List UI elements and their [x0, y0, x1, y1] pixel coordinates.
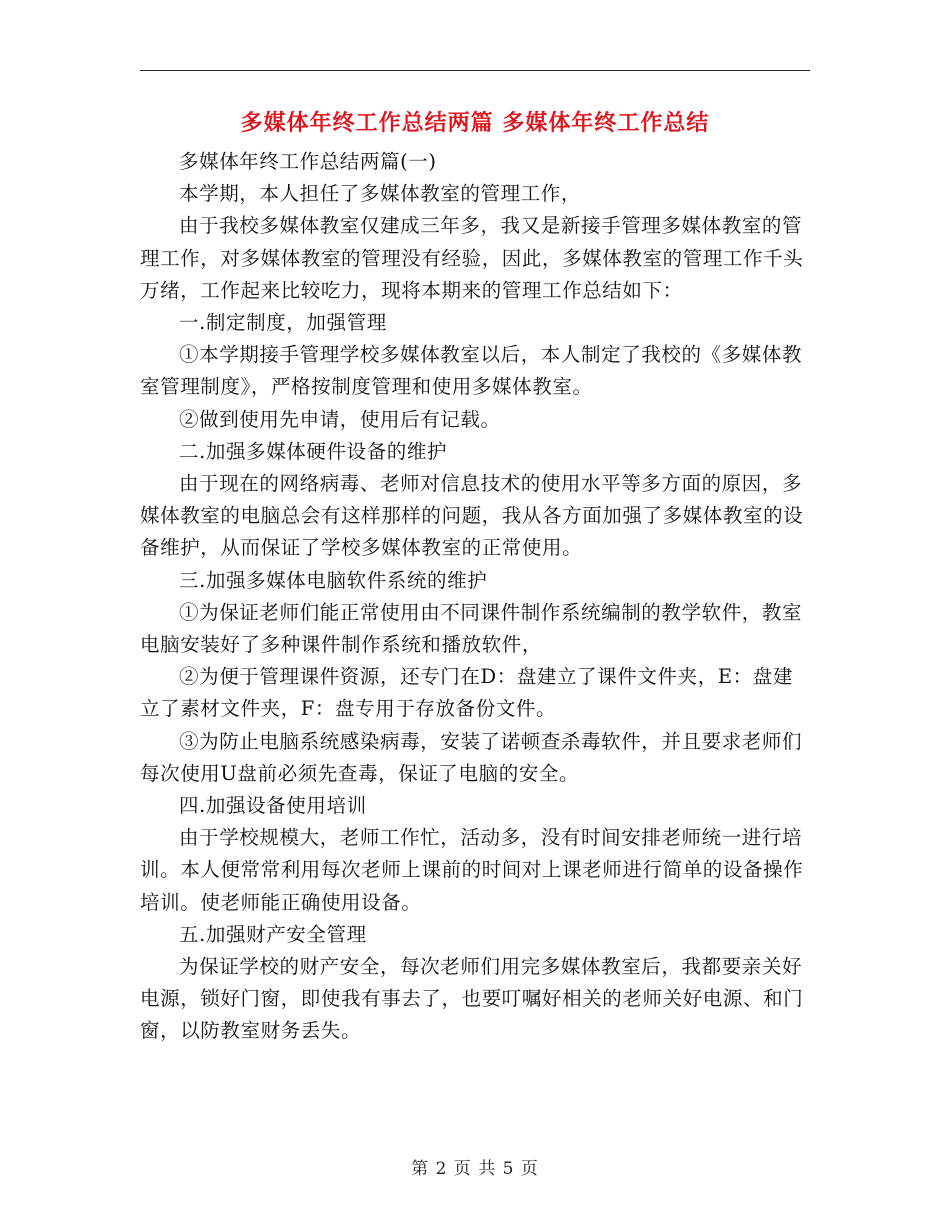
page-number: 第 2 页 共 5 页	[411, 1159, 539, 1179]
section-heading: 二.加强多媒体硬件设备的维护	[179, 439, 448, 463]
document-body	[140, 146, 810, 1048]
document-title: 多媒体年终工作总结两篇 多媒体年终工作总结	[240, 110, 710, 136]
paragraph: 由于我校多媒体教室仅建成三年多，我又是新接手管理多媒体教室的管理工作，对多媒体教室的管理没有经验，因此，多媒体教室的管理工作千头万绪，工作起来比较吃力，现将本期来的管理工作总结如下：	[140, 214, 804, 302]
paragraph: ②为便于管理课件资源，还专门在D：盘建立了课件文件夹，E：盘建立了素材文件夹，F：盘专用于存放备份文件。	[140, 665, 793, 721]
page-footer	[0, 1154, 950, 1179]
header-rule	[140, 70, 810, 71]
paragraph: ①为保证老师们能正常使用由不同课件制作系统编制的教学软件，教室电脑安装好了多种课件制作系统和播放软件，	[140, 600, 803, 657]
paragraph: ③为防止电脑系统感染病毒，安装了诺顿查杀毒软件，并且要求老师们每次使用U盘前必须先查毒，保证了电脑的安全。	[140, 729, 803, 785]
paragraph: 多媒体年终工作总结两篇(一)	[179, 150, 437, 173]
paragraph: ①本学期接手管理学校多媒体教室以后，本人制定了我校的《多媒体教室管理制度》，严格按制度管理和使用多媒体教室。	[140, 343, 803, 399]
section-heading: 三.加强多媒体电脑软件系统的维护	[179, 568, 488, 592]
section-heading: 一.制定制度，加强管理	[179, 311, 387, 335]
paragraph: 为保证学校的财产安全，每次老师们用完多媒体教室后，我都要亲关好电源，锁好门窗，即使我有事去了，也要叮嘱好相关的老师关好电源、和门窗，以防教室财务丢失。	[140, 955, 804, 1043]
section-heading: 五.加强财产安全管理	[179, 922, 367, 946]
paragraph: ②做到使用先申请，使用后有记载。	[179, 407, 501, 431]
paragraph: 由于学校规模大，老师工作忙，活动多，没有时间安排老师统一进行培训。本人便常常利用每次老师上课前的时间对上课老师进行简单的设备操作培训。使老师能正确使用设备。	[140, 826, 804, 914]
paragraph: 由于现在的网络病毒、老师对信息技术的使用水平等多方面的原因，多媒体教室的电脑总会有这样那样的问题，我从各方面加强了多媒体教室的设备维护，从而保证了学校多媒体教室的正常使用。	[140, 472, 804, 560]
section-heading: 四.加强设备使用培训	[179, 794, 367, 818]
paragraph: 本学期，本人担任了多媒体教室的管理工作，	[179, 182, 582, 206]
